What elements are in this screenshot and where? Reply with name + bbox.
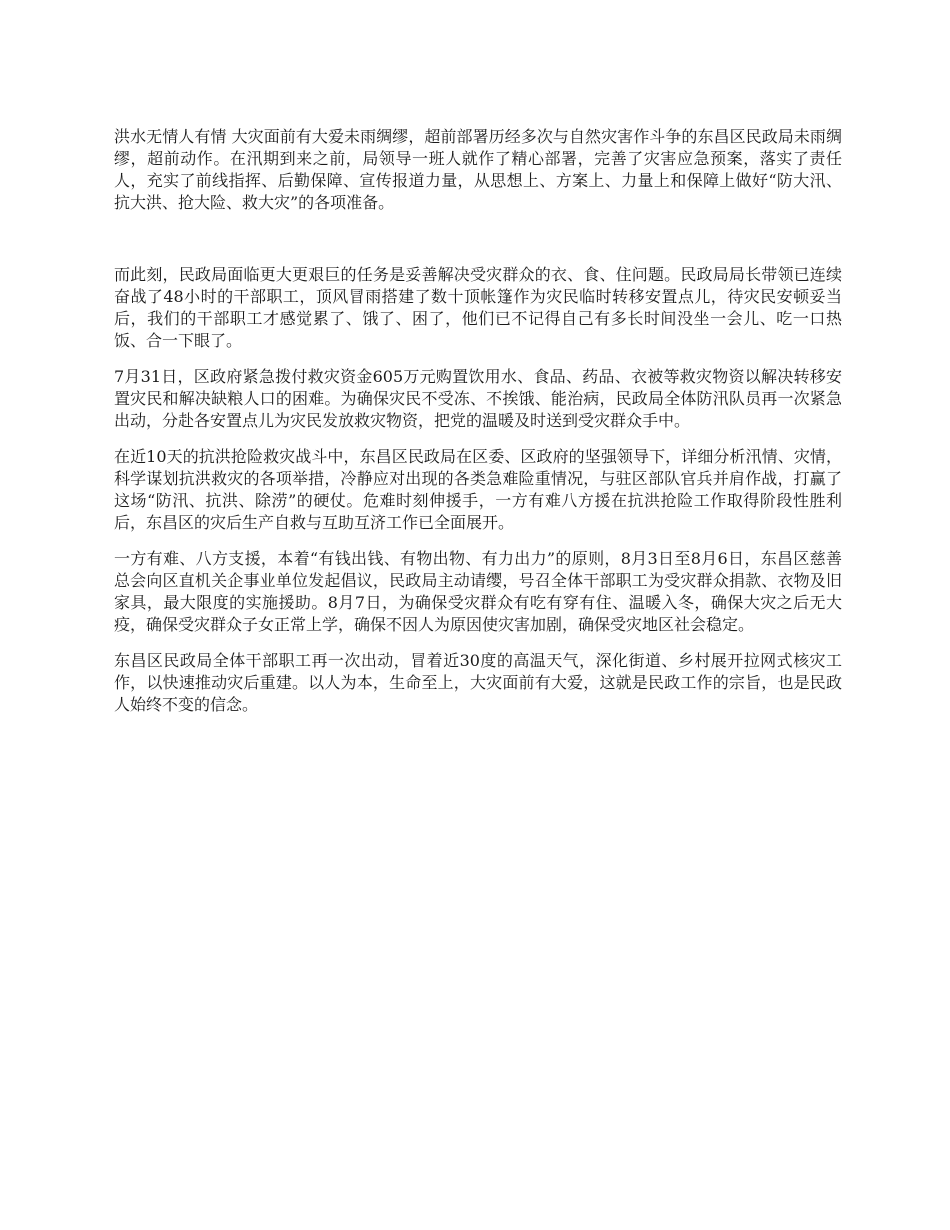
paragraph-3: 7月31日，区政府紧急拨付救灾资金605万元购置饮用水、食品、药品、衣被等救灾物资以解决转移安置灾民和解决缺粮人口的困难。为确保灾民不受冻、不挨饿、能治病，民政局全体防汛队员再一次紧急出动，分赴各安置点儿为灾民发放救灾物资，把党的温暖及时送到受灾群众手中。 <box>114 367 842 430</box>
paragraph-5: 一方有难、八方支援，本着“有钱出钱、有物出物、有力出力”的原则，8月3日至8月6日，东昌区慈善总会向区直机关企事业单位发起倡议，民政局主动请缨，号召全体干部职工为受灾群众捐款、衣物及旧家具，最大限度的实施援助。8月7日，为确保受灾群众有吃有穿有住、温暖入冬，确保大灾之后无大疫，确保受灾群众子女正常上学，确保不因人为原因使灾害加剧，确保受灾地区社会稳定。 <box>114 549 842 634</box>
paragraph-4: 在近10天的抗洪抢险救灾战斗中，东昌区民政局在区委、区政府的坚强领导下，详细分析汛情、灾情，科学谋划抗洪救灾的各项举措，冷静应对出现的各类急难险重情况，与驻区部队官兵并肩作战，打赢了这场“防汛、抗洪、除涝”的硬仗。危难时刻伸援手，一方有难八方援在抗洪抢险工作取得阶段性胜利后，东昌区的灾后生产自救与互助互济工作已全面展开。 <box>114 447 842 532</box>
paragraph-2: 而此刻，民政局面临更大更艰巨的任务是妥善解决受灾群众的衣、食、住问题。民政局局长带领已连续奋战了48小时的干部职工，顶风冒雨搭建了数十顶帐篷作为灾民临时转移安置点儿，待灾民安顿妥当后，我们的干部职工才感觉累了、饿了、困了，他们已不记得自己有多长时间没坐一会儿、吃一口热饭、合一下眼了。 <box>114 265 842 350</box>
paragraph-1: 洪水无情人有情 大灾面前有大爱未雨绸缪，超前部署历经多次与自然灾害作斗争的东昌区民政局未雨绸缪，超前动作。在汛期到来之前，局领导一班人就作了精心部署，完善了灾害应急预案，落实了责任人，充实了前线指挥、后勤保障、宣传报道力量，从思想上、方案上、力量上和保障上做好“防大汛、抗大洪、抢大险、救大灾”的各项准备。 <box>114 127 842 212</box>
document-body <box>114 126 842 730</box>
paragraph-6: 东昌区民政局全体干部职工再一次出动，冒着近30度的高温天气，深化街道、乡村展开拉网式核灾工作，以快速推动灾后重建。以人为本，生命至上，大灾面前有大爱，这就是民政工作的宗旨，也是民政人始终不变的信念。 <box>114 651 842 714</box>
